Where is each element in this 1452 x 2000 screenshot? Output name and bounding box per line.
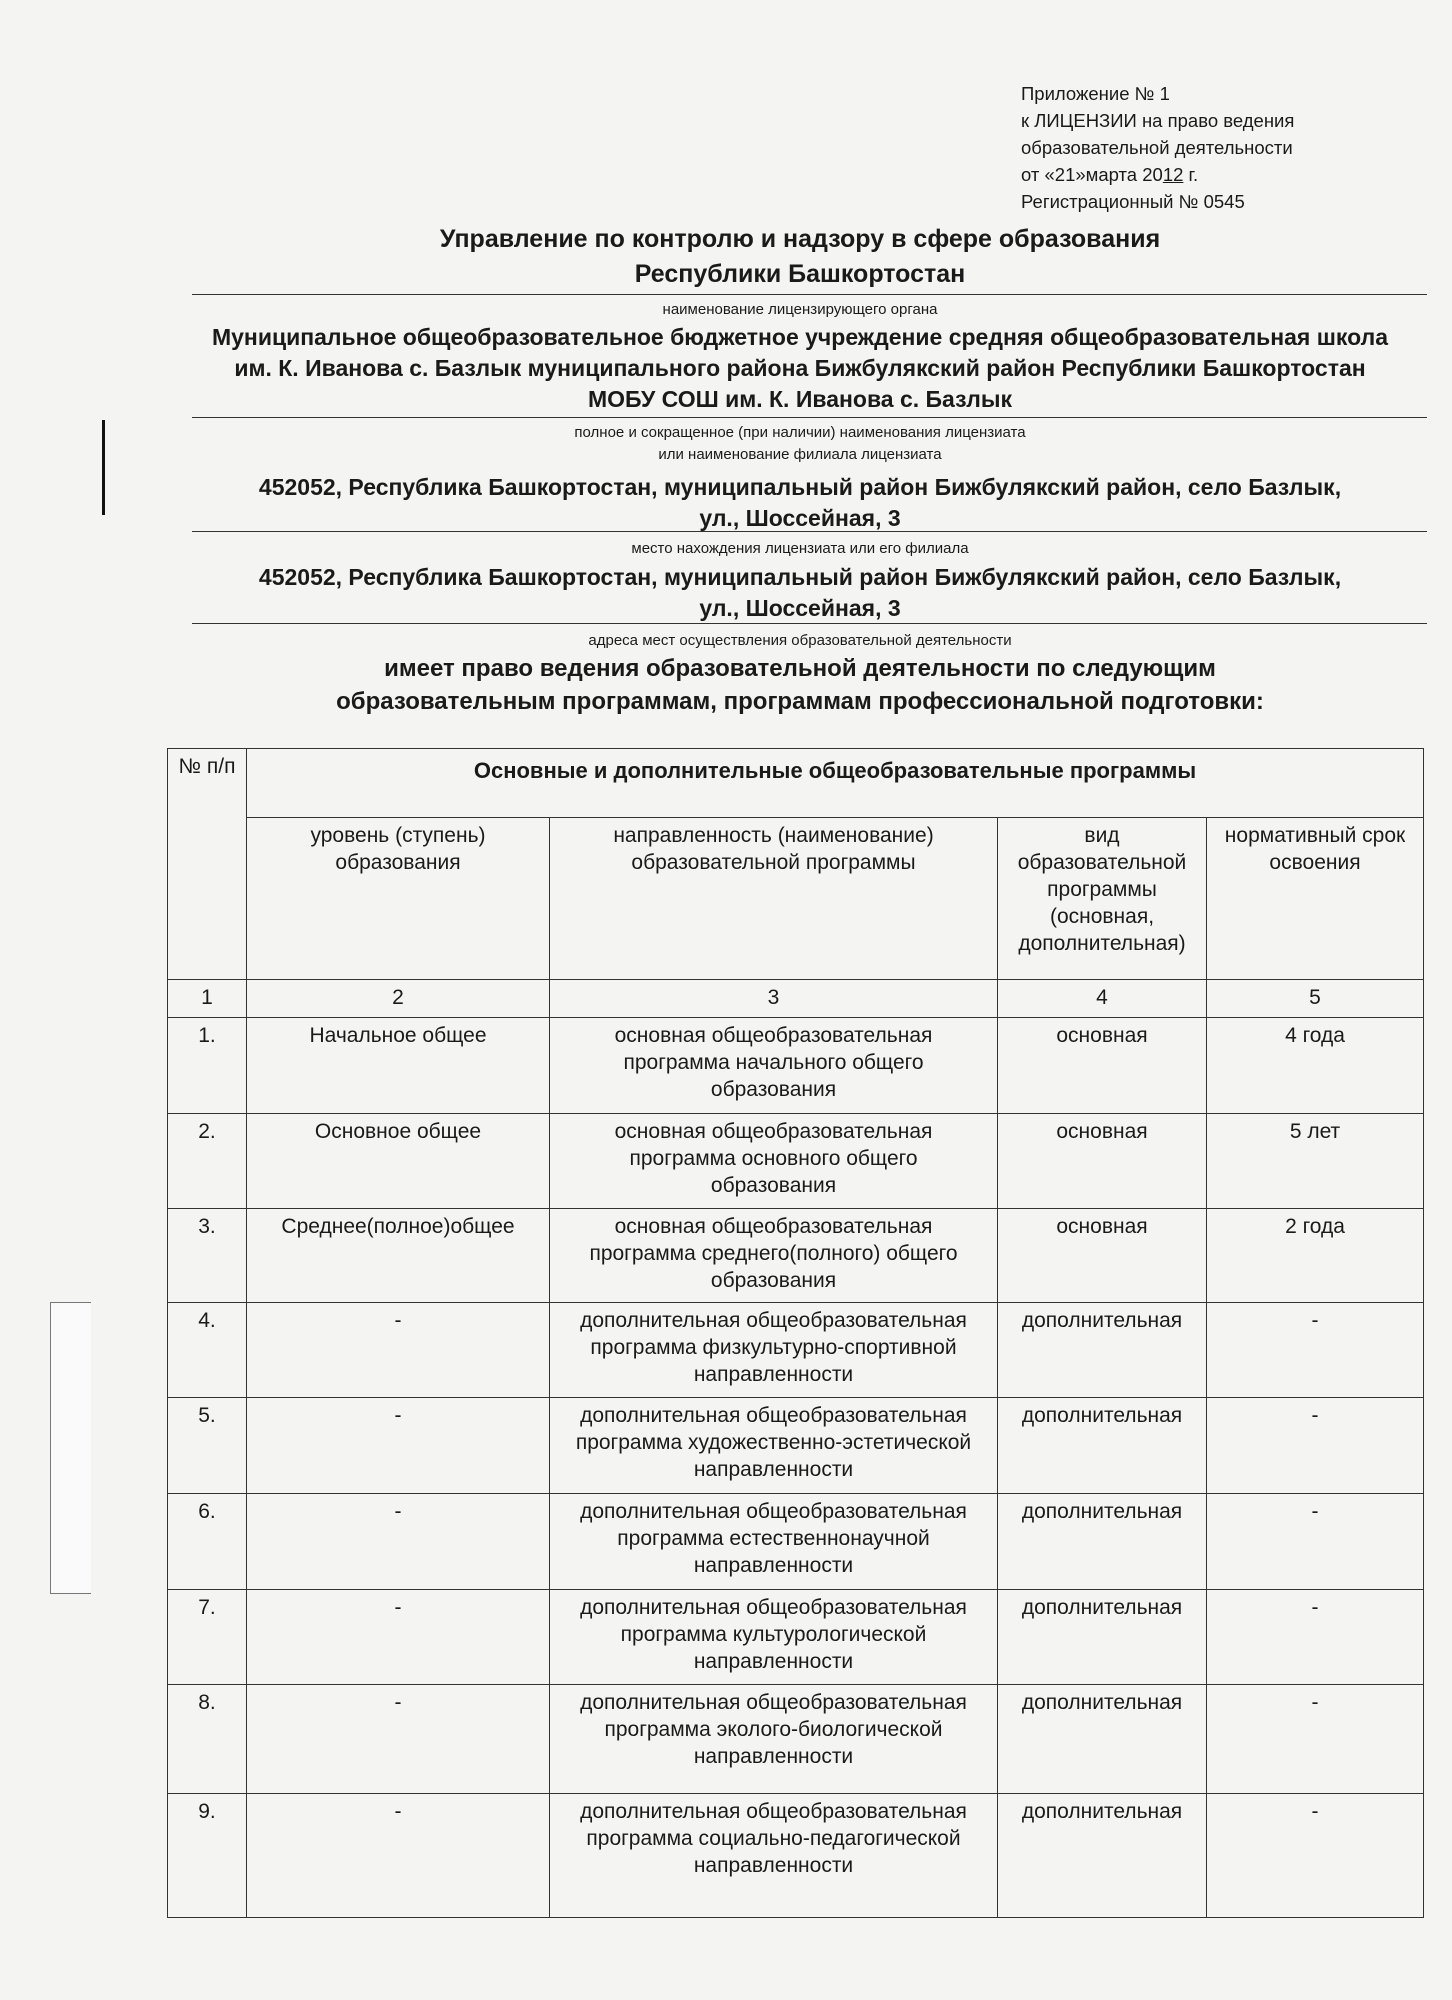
row-number: 4.: [168, 1303, 247, 1398]
row-program: основная общеобразовательная программа начального общего образования: [550, 1018, 998, 1114]
row-type: дополнительная: [998, 1794, 1207, 1918]
licensee-name: [150, 322, 1450, 415]
row-number: 2.: [168, 1114, 247, 1209]
column-number: 2: [247, 980, 550, 1018]
row-level: Основное общее: [247, 1114, 550, 1209]
row-term: -: [1207, 1494, 1424, 1590]
row-number: 6.: [168, 1494, 247, 1590]
table-row: [168, 1303, 1424, 1398]
row-level: -: [247, 1494, 550, 1590]
row-level: Начальное общее: [247, 1018, 550, 1114]
header-term: нормативный срок освоения: [1207, 818, 1424, 980]
row-type: основная: [998, 1209, 1207, 1303]
row-number: 9.: [168, 1794, 247, 1918]
registration-number: Регистрационный № 0545: [1021, 191, 1245, 212]
row-term: -: [1207, 1303, 1424, 1398]
address-line: 452052, Республика Башкортостан, муниципальный район Бижбулякский район, село Базлык,: [258, 564, 1342, 590]
header-text: № п/п: [178, 755, 236, 778]
licensee-line: им. К. Иванова с. Базлык муниципального района Бижбулякский район Республики Башкортостан: [234, 355, 1366, 381]
licensee-line: Муниципальное общеобразовательное бюджетное учреждение средняя общеобразовательная школа: [211, 324, 1388, 350]
row-number: 1.: [168, 1018, 247, 1114]
licensee-location: [150, 472, 1450, 534]
row-number: 3.: [168, 1209, 247, 1303]
row-level: Среднее(полное)общее: [247, 1209, 550, 1303]
appendix-date: [1021, 161, 1294, 188]
programs-table: [167, 748, 1424, 1918]
row-program: дополнительная общеобразовательная программа естественнонаучной направленности: [550, 1494, 998, 1590]
row-program: дополнительная общеобразовательная программа художественно-эстетической направленности: [550, 1398, 998, 1494]
statement-line: образовательным программам, программам профессиональной подготовки:: [336, 688, 1264, 715]
date-prefix: от «21»марта 20: [1021, 164, 1163, 185]
paper-edge: [50, 1302, 91, 1594]
appendix-line: к ЛИЦЕНЗИИ на право ведения: [1021, 110, 1295, 131]
table-row: [168, 1794, 1424, 1918]
appendix-line: Приложение № 1: [1021, 83, 1170, 104]
statement-line: имеет право ведения образовательной деятельности по следующим: [384, 655, 1216, 682]
column-number: 5: [1207, 980, 1424, 1018]
column-number: 3: [550, 980, 998, 1018]
row-term: -: [1207, 1794, 1424, 1918]
header-level: уровень (ступень) образования: [247, 818, 550, 980]
rights-statement: [150, 652, 1450, 718]
appendix-line: образовательной деятельности: [1021, 137, 1293, 158]
row-term: 5 лет: [1207, 1114, 1424, 1209]
row-term: -: [1207, 1685, 1424, 1794]
column-numbers-row: [168, 980, 1424, 1018]
row-level: -: [247, 1685, 550, 1794]
location-caption: место нахождения лицензиата или его филиала: [631, 540, 969, 557]
header-program: направленность (наименование) образовательной программы: [550, 818, 998, 980]
row-program: дополнительная общеобразовательная программа эколого-биологической направленности: [550, 1685, 998, 1794]
row-type: дополнительная: [998, 1303, 1207, 1398]
authority-name: [150, 222, 1450, 292]
appendix-header: [1021, 80, 1294, 215]
row-term: 4 года: [1207, 1018, 1424, 1114]
row-type: дополнительная: [998, 1398, 1207, 1494]
address-line: 452052, Республика Башкортостан, муниципальный район Бижбулякский район, село Базлык,: [258, 474, 1342, 500]
row-level: -: [247, 1590, 550, 1685]
header-group: Основные и дополнительные общеобразовательные программы: [247, 749, 1424, 818]
row-level: -: [247, 1398, 550, 1494]
activity-address-caption: адреса мест осуществления образовательной деятельности: [588, 632, 1012, 649]
margin-pen-mark: [102, 420, 105, 515]
row-term: -: [1207, 1590, 1424, 1685]
table-row: [168, 1018, 1424, 1114]
licensee-caption: [150, 422, 1450, 466]
authority-line: Управление по контролю и надзору в сфере образования: [439, 225, 1161, 253]
divider: [192, 294, 1427, 295]
table-row: [168, 1494, 1424, 1590]
activity-address: [150, 562, 1450, 624]
caption-line: полное и сокращенное (при наличии) наименования лицензиата: [574, 424, 1026, 441]
row-type: основная: [998, 1018, 1207, 1114]
table-row: [168, 1685, 1424, 1794]
date-suffix: г.: [1183, 164, 1199, 185]
column-number: 4: [998, 980, 1207, 1018]
divider: [192, 531, 1427, 532]
row-type: дополнительная: [998, 1590, 1207, 1685]
row-level: -: [247, 1794, 550, 1918]
header-number: [168, 749, 247, 980]
table-row: [168, 1590, 1424, 1685]
row-program: дополнительная общеобразовательная программа культурологической направленности: [550, 1590, 998, 1685]
authority-line: Республики Башкортостан: [634, 260, 966, 288]
caption-line: или наименование филиала лицензиата: [658, 446, 942, 463]
row-term: -: [1207, 1398, 1424, 1494]
authority-caption: наименование лицензирующего органа: [662, 301, 938, 318]
row-program: дополнительная общеобразовательная программа физкультурно-спортивной направленности: [550, 1303, 998, 1398]
table-row: [168, 1398, 1424, 1494]
row-type: основная: [998, 1114, 1207, 1209]
header-type: вид образовательной программы (основная, дополнительная): [998, 818, 1207, 980]
table-row: [168, 1114, 1424, 1209]
row-level: -: [247, 1303, 550, 1398]
row-program: основная общеобразовательная программа основного общего образования: [550, 1114, 998, 1209]
row-number: 7.: [168, 1590, 247, 1685]
row-number: 8.: [168, 1685, 247, 1794]
licensee-short-name: МОБУ СОШ им. К. Иванова с. Базлык: [587, 386, 1013, 412]
row-program: дополнительная общеобразовательная программа социально-педагогической направленности: [550, 1794, 998, 1918]
date-year: 12: [1162, 164, 1184, 185]
address-line: ул., Шоссейная, 3: [699, 505, 901, 531]
column-number: 1: [168, 980, 247, 1018]
address-line: ул., Шоссейная, 3: [699, 595, 901, 621]
row-number: 5.: [168, 1398, 247, 1494]
row-term: 2 года: [1207, 1209, 1424, 1303]
divider: [192, 623, 1427, 624]
row-program: основная общеобразовательная программа среднего(полного) общего образования: [550, 1209, 998, 1303]
row-type: дополнительная: [998, 1494, 1207, 1590]
divider: [192, 417, 1427, 418]
table-row: [168, 1209, 1424, 1303]
row-type: дополнительная: [998, 1685, 1207, 1794]
